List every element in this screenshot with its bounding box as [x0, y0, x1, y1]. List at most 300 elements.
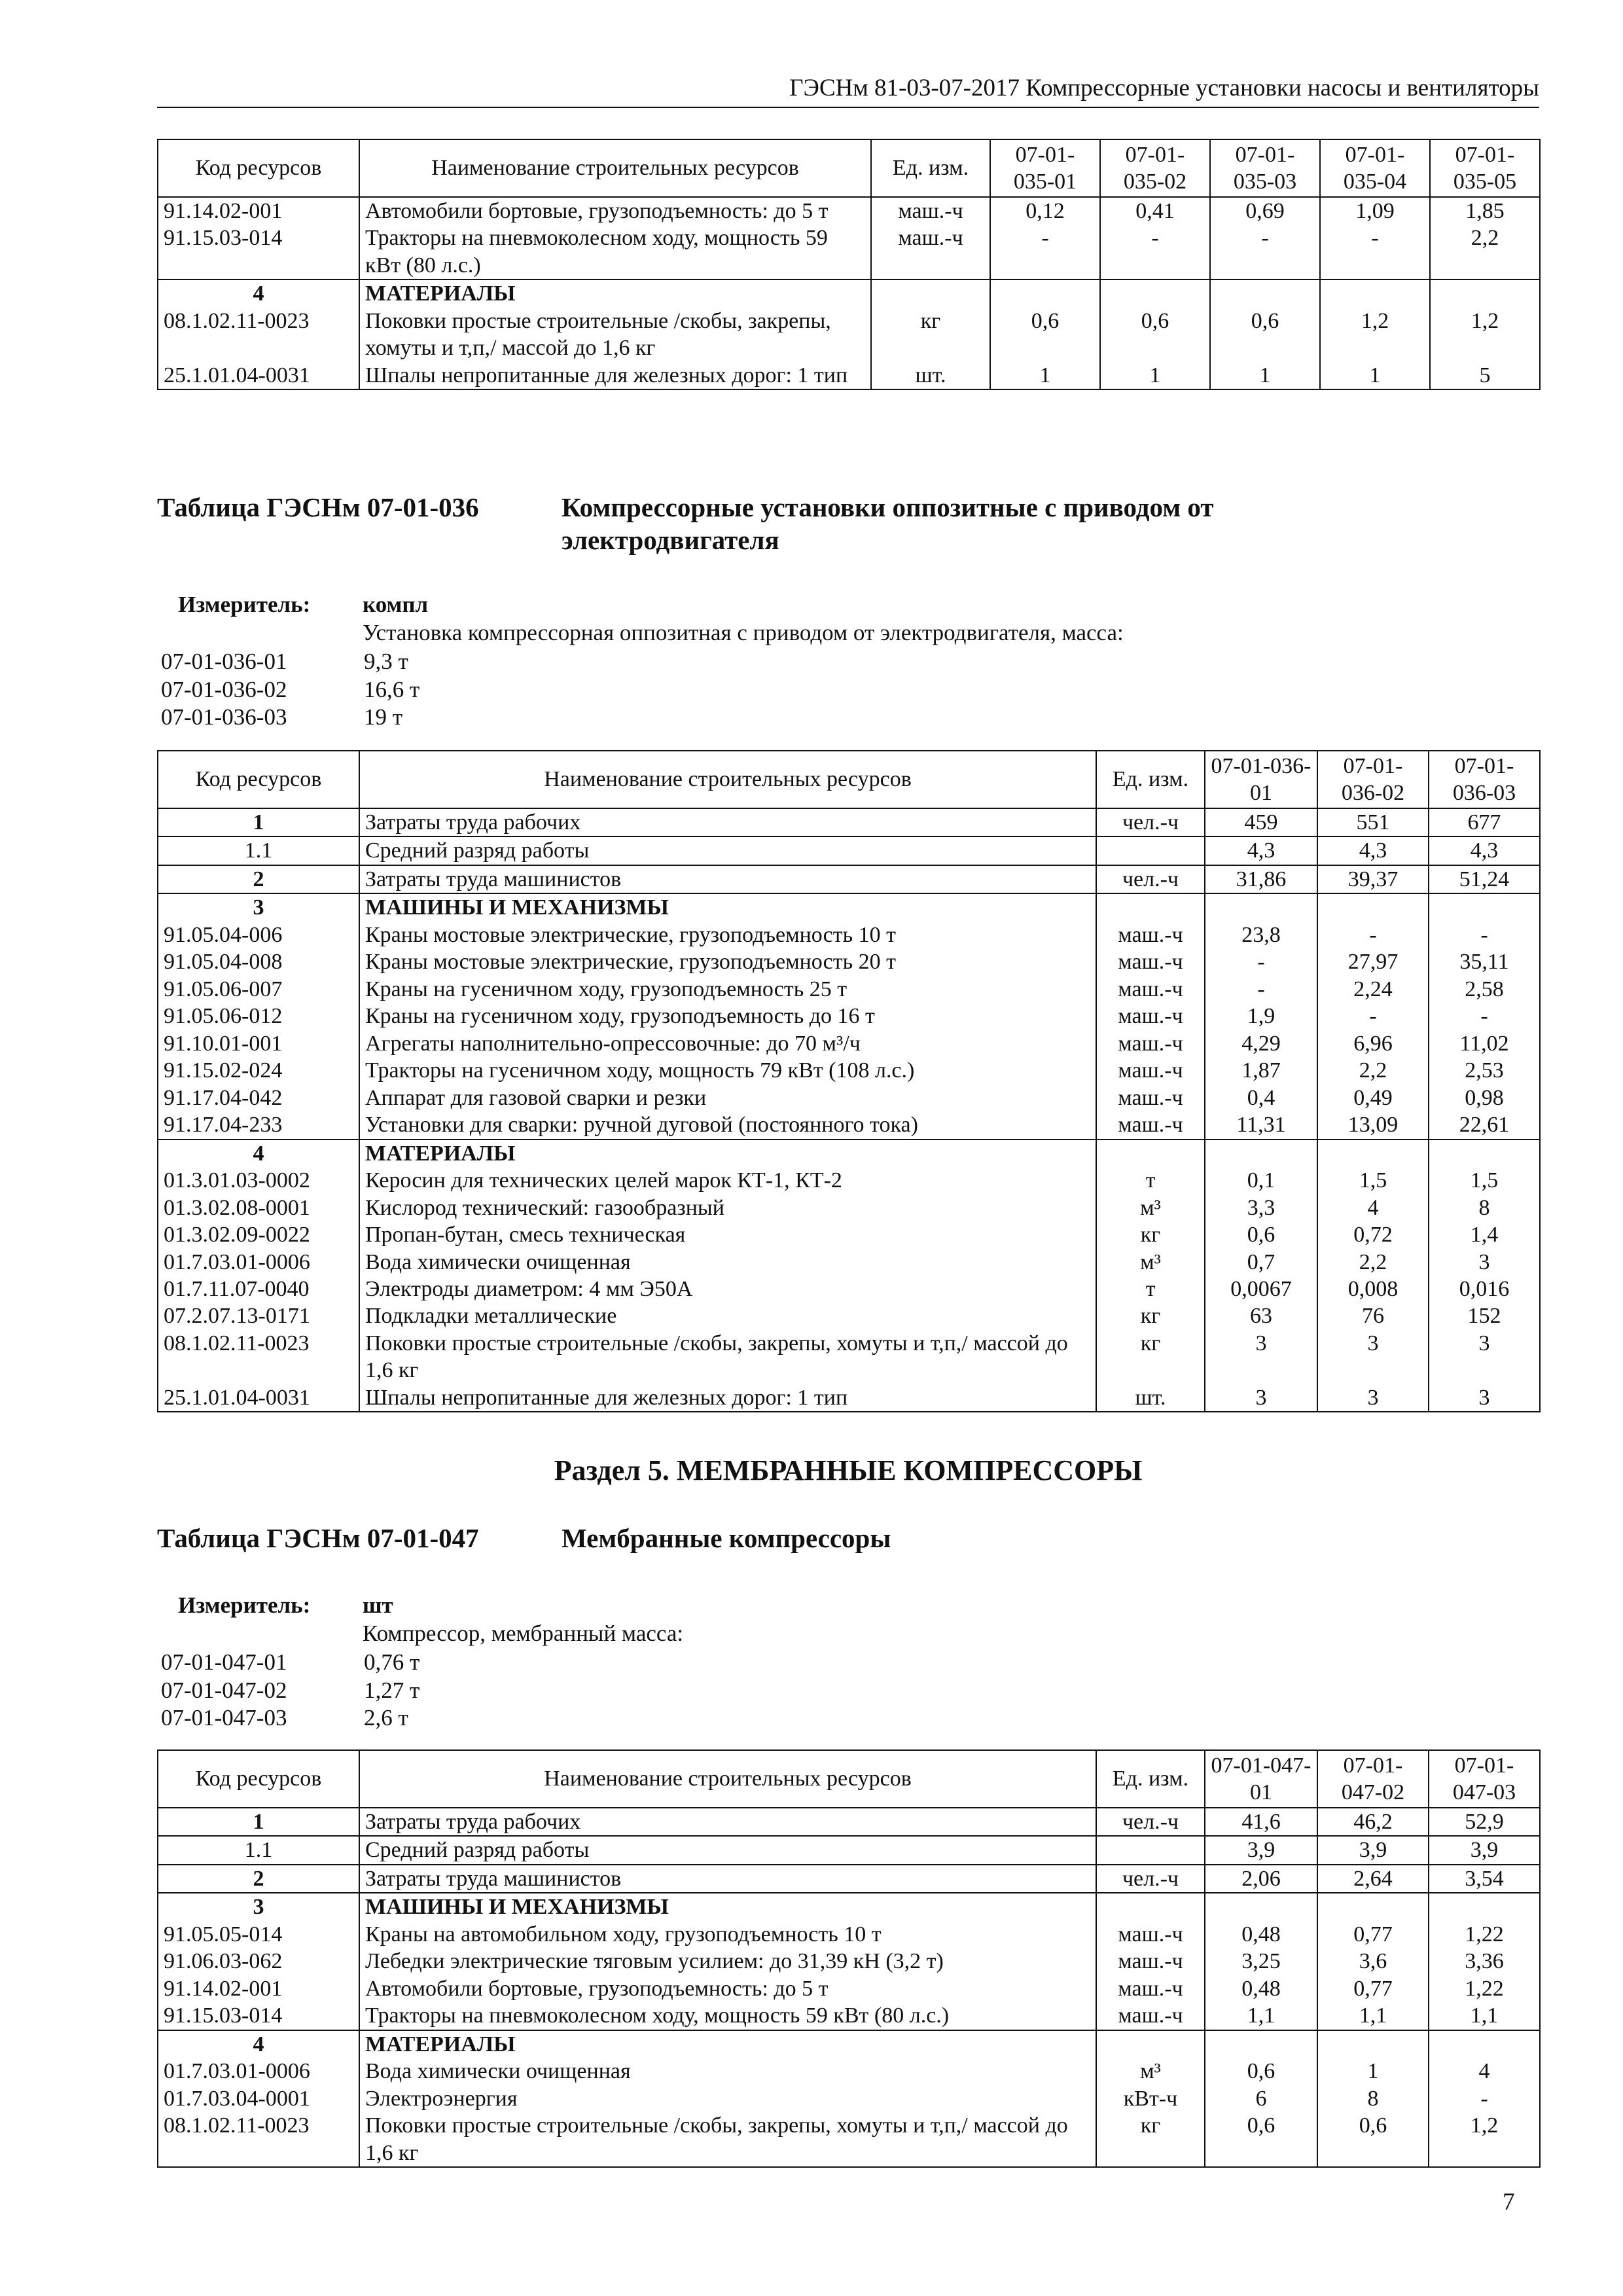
variant-code: 07-01-036-03 [161, 704, 287, 730]
variant-column-header: 07-01-036-02 [1317, 751, 1429, 808]
table-row [158, 1893, 1540, 1920]
table-row [158, 893, 1540, 921]
resource-code: 2 [158, 1865, 359, 1893]
column-header: Ед. изм. [871, 139, 990, 197]
resource-name: Автомобили бортовые, грузоподъемность: до 5 т [359, 1975, 1096, 2002]
resource-value: 3,54 [1429, 1865, 1540, 1893]
resource-name: МАШИНЫ И МЕХАНИЗМЫ [359, 1893, 1096, 1920]
resource-unit: кг [1096, 2112, 1205, 2167]
resource-value: 1,5 [1429, 1167, 1540, 1194]
resource-value: 3 [1205, 1384, 1317, 1412]
variant-column-header: 07-01-035-04 [1320, 139, 1430, 197]
resource-value: 0,6 [1205, 2112, 1317, 2167]
table-row [158, 1030, 1540, 1057]
variant-column-header: 07-01-036-01 [1205, 751, 1317, 808]
resource-code: 01.7.03.01-0006 [158, 2058, 359, 2085]
variant-mass: 0,76 т [364, 1649, 420, 1675]
variant-code: 07-01-047-01 [161, 1649, 287, 1675]
resource-name: Керосин для технических целей марок КТ-1, КТ-2 [359, 1167, 1096, 1194]
resource-unit: кг [1096, 1302, 1205, 1329]
variant-column-header: 07-01-047-02 [1317, 1750, 1429, 1808]
resource-value: 459 [1205, 808, 1317, 836]
resource-value: 0,12 [990, 197, 1100, 224]
resource-code: 01.3.02.08-0001 [158, 1194, 359, 1221]
resource-value: 4 [1429, 2058, 1540, 2085]
resource-value: 2,2 [1430, 224, 1540, 279]
resource-name: Агрегаты наполнительно-опрессовочные: до 70 м³/ч [359, 1030, 1096, 1057]
resource-code: 25.1.01.04-0031 [158, 362, 359, 389]
resource-unit: маш.-ч [1096, 1030, 1205, 1057]
resource-code: 01.7.03.04-0001 [158, 2085, 359, 2112]
resource-value: 3 [1205, 1330, 1317, 1384]
resource-value [1320, 279, 1430, 307]
variant-mass: 19 т [364, 704, 403, 730]
resource-unit: чел.-ч [1096, 865, 1205, 893]
resource-value: 8 [1429, 1194, 1540, 1221]
resource-code: 91.05.06-007 [158, 976, 359, 1003]
resource-value: - [1429, 922, 1540, 948]
resource-value [1317, 893, 1429, 921]
resource-value: 0,4 [1205, 1085, 1317, 1111]
variant-mass: 16,6 т [364, 676, 420, 702]
resource-unit: м³ [1096, 1249, 1205, 1276]
table-row [158, 1276, 1540, 1302]
resource-value: 5 [1430, 362, 1540, 389]
measure-desc-047: Компрессор, мембранный масса: [363, 1621, 684, 1646]
resource-value: 2,64 [1317, 1865, 1429, 1893]
resource-name: Лебедки электрические тяговым усилием: до 31,39 кН (3,2 т) [359, 1948, 1096, 1975]
resource-name: Краны на гусеничном ходу, грузоподъемность 25 т [359, 976, 1096, 1003]
measure-label-036: Измеритель: [178, 592, 311, 617]
column-header: Код ресурсов [158, 1750, 359, 1808]
resource-unit: кг [871, 308, 990, 362]
resource-value: 1,1 [1205, 2002, 1317, 2030]
table-row [158, 1085, 1540, 1111]
resource-value: - [1210, 224, 1320, 279]
resource-value: 39,37 [1317, 865, 1429, 893]
resource-unit: шт. [871, 362, 990, 389]
resource-name: Затраты труда машинистов [359, 1865, 1096, 1893]
resource-name: Краны на гусеничном ходу, грузоподъемность до 16 т [359, 1003, 1096, 1030]
resource-code: 08.1.02.11-0023 [158, 308, 359, 362]
resource-name: МАТЕРИАЛЫ [359, 2030, 1096, 2058]
resource-value: - [1317, 922, 1429, 948]
resource-unit [1096, 893, 1205, 921]
resource-code: 91.15.03-014 [158, 224, 359, 279]
resource-value: 1,85 [1430, 197, 1540, 224]
resource-unit [1096, 1836, 1205, 1864]
resource-code: 01.7.11.07-0040 [158, 1276, 359, 1302]
resource-value [990, 279, 1100, 307]
table-07-01-035 [157, 139, 1541, 390]
resource-code: 91.14.02-001 [158, 1975, 359, 2002]
variant-column-header: 07-01-035-03 [1210, 139, 1320, 197]
resource-name: МАТЕРИАЛЫ [359, 279, 871, 307]
resource-value: 0,98 [1429, 1085, 1540, 1111]
resource-unit: маш.-ч [1096, 1085, 1205, 1111]
table-07-01-036 [157, 750, 1541, 1412]
resource-value [1205, 2030, 1317, 2058]
resource-value: - [1429, 1003, 1540, 1030]
resource-value: 3,25 [1205, 1948, 1317, 1975]
table-row [158, 1194, 1540, 1221]
resource-unit: маш.-ч [1096, 1948, 1205, 1975]
table-row [158, 1921, 1540, 1948]
resource-value: 3,9 [1429, 1836, 1540, 1864]
resource-unit: чел.-ч [1096, 1808, 1205, 1836]
resource-name: Шпалы непропитанные для железных дорог: 1 тип [359, 1384, 1096, 1412]
resource-unit: чел.-ч [1096, 1865, 1205, 1893]
table-row [158, 836, 1540, 865]
resource-unit: маш.-ч [1096, 1975, 1205, 2002]
resource-value: 11,31 [1205, 1111, 1317, 1139]
table-row [158, 1003, 1540, 1030]
resource-name: Тракторы на пневмоколесном ходу, мощность 59 кВт (80 л.с.) [359, 2002, 1096, 2030]
resource-name: Краны мостовые электрические, грузоподъемность 20 т [359, 948, 1096, 975]
resource-value: 1,2 [1320, 308, 1430, 362]
resource-value: 1 [1100, 362, 1210, 389]
variant-column-header: 07-01-035-05 [1430, 139, 1540, 197]
measure-unit-036: компл [363, 592, 429, 617]
resource-value: 0,6 [1210, 308, 1320, 362]
resource-value: 1,22 [1429, 1975, 1540, 2002]
variant-item [161, 704, 419, 732]
page-number: 7 [1503, 2189, 1515, 2215]
variant-code: 07-01-047-03 [161, 1705, 287, 1731]
table-047-title: Мембранные компрессоры [562, 1523, 891, 1553]
variant-code: 07-01-036-01 [161, 649, 287, 674]
resource-unit: маш.-ч [1096, 1111, 1205, 1139]
table-row [158, 1948, 1540, 1975]
resource-value: 1,9 [1205, 1003, 1317, 1030]
resource-value: 1,4 [1429, 1221, 1540, 1248]
resource-name: Затраты труда рабочих [359, 808, 1096, 836]
variant-item [161, 1649, 419, 1677]
resource-code: 91.15.02-024 [158, 1057, 359, 1084]
resource-value: - [1429, 2085, 1540, 2112]
resource-code: 1.1 [158, 836, 359, 865]
resource-value: 3 [1429, 1249, 1540, 1276]
resource-code: 3 [158, 1893, 359, 1920]
column-header: Наименование строительных ресурсов [359, 751, 1096, 808]
variant-column-header: 07-01-047-03 [1429, 1750, 1540, 1808]
resource-value: 152 [1429, 1302, 1540, 1329]
resource-value: - [1100, 224, 1210, 279]
resource-unit: кг [1096, 1330, 1205, 1384]
resource-value: 6 [1205, 2085, 1317, 2112]
resource-value: 1,22 [1429, 1921, 1540, 1948]
resource-value: - [1205, 976, 1317, 1003]
resource-unit: кг [1096, 1221, 1205, 1248]
resource-value: 13,09 [1317, 1111, 1429, 1139]
resource-code: 91.15.03-014 [158, 2002, 359, 2030]
resource-name: Вода химически очищенная [359, 1249, 1096, 1276]
table-row [158, 948, 1540, 975]
resource-value: 3 [1317, 1384, 1429, 1412]
resource-value: 27,97 [1317, 948, 1429, 975]
resource-name: Поковки простые строительные /скобы, закрепы, хомуты и т,п,/ массой до 1,6 кг [359, 1330, 1096, 1384]
resource-value: 1,1 [1317, 2002, 1429, 2030]
resource-unit [871, 279, 990, 307]
variant-column-header: 07-01-035-02 [1100, 139, 1210, 197]
resource-name: Краны на автомобильном ходу, грузоподъемность 10 т [359, 1921, 1096, 1948]
resource-value: 3,9 [1317, 1836, 1429, 1864]
resource-value: 3,36 [1429, 1948, 1540, 1975]
resource-name: Кислород технический: газообразный [359, 1194, 1096, 1221]
resource-code: 91.05.05-014 [158, 1921, 359, 1948]
resource-value: 3 [1317, 1330, 1429, 1384]
resource-value: 2,53 [1429, 1057, 1540, 1084]
table-row [158, 1865, 1540, 1893]
resource-code: 91.05.04-008 [158, 948, 359, 975]
resource-code: 08.1.02.11-0023 [158, 2112, 359, 2167]
resource-value: 1 [1317, 2058, 1429, 2085]
resource-value [1205, 1139, 1317, 1167]
resource-code: 91.17.04-233 [158, 1111, 359, 1139]
resource-value: 0,72 [1317, 1221, 1429, 1248]
table-row [158, 1330, 1540, 1384]
resource-value: - [1205, 948, 1317, 975]
resource-value: 63 [1205, 1302, 1317, 1329]
variant-mass: 2,6 т [364, 1705, 408, 1731]
table-row [158, 224, 1540, 279]
column-header: Код ресурсов [158, 751, 359, 808]
resource-value: 2,58 [1429, 976, 1540, 1003]
resource-value: 41,6 [1205, 1808, 1317, 1836]
resource-value: 2,24 [1317, 976, 1429, 1003]
resource-value: 31,86 [1205, 865, 1317, 893]
resource-name: Средний разряд работы [359, 1836, 1096, 1864]
resource-value: 4,3 [1429, 836, 1540, 865]
resource-unit: маш.-ч [1096, 1057, 1205, 1084]
table-row [158, 279, 1540, 307]
resource-unit: маш.-ч [1096, 1921, 1205, 1948]
table-047-label: Таблица ГЭСНм 07-01-047 [157, 1523, 479, 1553]
resource-value [1429, 893, 1540, 921]
resource-name: Затраты труда рабочих [359, 1808, 1096, 1836]
variant-column-header: 07-01-036-03 [1429, 751, 1540, 808]
column-header: Ед. изм. [1096, 751, 1205, 808]
resource-code: 01.3.02.09-0022 [158, 1221, 359, 1248]
resource-value [1429, 1893, 1540, 1920]
resource-value: 52,9 [1429, 1808, 1540, 1836]
running-header: ГЭСНм 81-03-07-2017 Компрессорные установки насосы и вентиляторы [157, 73, 1539, 108]
resource-value: 3,6 [1317, 1948, 1429, 1975]
resource-name: Подкладки металлические [359, 1302, 1096, 1329]
resource-name: Тракторы на гусеничном ходу, мощность 79 кВт (108 л.с.) [359, 1057, 1096, 1084]
resource-name: Шпалы непропитанные для железных дорог: 1 тип [359, 362, 871, 389]
resource-code: 2 [158, 865, 359, 893]
resource-unit: т [1096, 1276, 1205, 1302]
resource-unit: м³ [1096, 1194, 1205, 1221]
resource-name: Вода химически очищенная [359, 2058, 1096, 2085]
table-row [158, 1975, 1540, 2002]
table-07-01-047 [157, 1749, 1541, 2168]
resource-value: 0,6 [1205, 1221, 1317, 1248]
table-row [158, 197, 1540, 224]
resource-name: Тракторы на пневмоколесном ходу, мощность 59 кВт (80 л.с.) [359, 224, 871, 279]
resource-unit [1096, 1139, 1205, 1167]
table-row [158, 362, 1540, 389]
resource-value: 0,48 [1205, 1975, 1317, 2002]
resource-unit: чел.-ч [1096, 808, 1205, 836]
table-036-label: Таблица ГЭСНм 07-01-036 [157, 492, 479, 522]
resource-name: Затраты труда машинистов [359, 865, 1096, 893]
resource-code: 91.05.04-006 [158, 922, 359, 948]
resource-code: 01.3.01.03-0002 [158, 1167, 359, 1194]
resource-value [1205, 893, 1317, 921]
resource-code: 07.2.07.13-0171 [158, 1302, 359, 1329]
resource-value: 0,77 [1317, 1921, 1429, 1948]
resource-name: МАТЕРИАЛЫ [359, 1139, 1096, 1167]
resource-value [1205, 1893, 1317, 1920]
resource-value: 0,6 [990, 308, 1100, 362]
variant-column-header: 07-01-035-01 [990, 139, 1100, 197]
resource-value: 4 [1317, 1194, 1429, 1221]
resource-value: 1 [1210, 362, 1320, 389]
resource-value: 0,6 [1100, 308, 1210, 362]
column-header: Ед. изм. [1096, 1750, 1205, 1808]
resource-name: Установки для сварки: ручной дуговой (постоянного тока) [359, 1111, 1096, 1139]
resource-value: 1,09 [1320, 197, 1430, 224]
resource-value [1429, 1139, 1540, 1167]
resource-value: 1,87 [1205, 1057, 1317, 1084]
resource-value: 677 [1429, 808, 1540, 836]
resource-value [1100, 279, 1210, 307]
resource-value: 0,0067 [1205, 1276, 1317, 1302]
resource-value: 8 [1317, 2085, 1429, 2112]
table-row [158, 2030, 1540, 2058]
table-row [158, 1249, 1540, 1276]
resource-value: - [990, 224, 1100, 279]
measure-unit-047: шт [363, 1592, 393, 1618]
table-row [158, 2112, 1540, 2167]
variant-code: 07-01-036-02 [161, 676, 287, 702]
resource-name: Аппарат для газовой сварки и резки [359, 1085, 1096, 1111]
variant-mass: 1,27 т [364, 1677, 420, 1703]
column-header: Код ресурсов [158, 139, 359, 197]
resource-value: 0,008 [1317, 1276, 1429, 1302]
column-header: Наименование строительных ресурсов [359, 139, 871, 197]
resource-value: 2,06 [1205, 1865, 1317, 1893]
section-5-heading: Раздел 5. МЕМБРАННЫЕ КОМПРЕССОРЫ [554, 1454, 1143, 1486]
resource-name: Пропан-бутан, смесь техническая [359, 1221, 1096, 1248]
resource-value: 11,02 [1429, 1030, 1540, 1057]
resource-value: 3,9 [1205, 1836, 1317, 1864]
resource-value: - [1317, 1003, 1429, 1030]
resource-name: Электроэнергия [359, 2085, 1096, 2112]
resource-value [1317, 1139, 1429, 1167]
resource-value: - [1320, 224, 1430, 279]
variant-item [161, 676, 419, 704]
resource-value [1210, 279, 1320, 307]
resource-value: 0,016 [1429, 1276, 1540, 1302]
resource-unit: маш.-ч [1096, 948, 1205, 975]
resource-value: 3 [1429, 1330, 1540, 1384]
resource-code: 91.17.04-042 [158, 1085, 359, 1111]
variant-column-header: 07-01-047-01 [1205, 1750, 1317, 1808]
resource-code: 3 [158, 893, 359, 921]
resource-value: 3 [1429, 1384, 1540, 1412]
table-row [158, 1808, 1540, 1836]
resource-unit: маш.-ч [1096, 976, 1205, 1003]
resource-value: 3,3 [1205, 1194, 1317, 1221]
resource-value: 4,3 [1317, 836, 1429, 865]
resource-value: 0,7 [1205, 1249, 1317, 1276]
resource-code: 01.7.03.01-0006 [158, 1249, 359, 1276]
resource-code: 4 [158, 2030, 359, 2058]
resource-value: 76 [1317, 1302, 1429, 1329]
table-row [158, 808, 1540, 836]
resource-name: Поковки простые строительные /скобы, закрепы, хомуты и т,п,/ массой до 1,6 кг [359, 2112, 1096, 2167]
resource-code: 91.10.01-001 [158, 1030, 359, 1057]
resource-value: 0,1 [1205, 1167, 1317, 1194]
table-row [158, 1836, 1540, 1864]
resource-value: 0,69 [1210, 197, 1320, 224]
resource-value: 1,1 [1429, 2002, 1540, 2030]
variant-list-047 [161, 1649, 419, 1732]
resource-unit: маш.-ч [1096, 2002, 1205, 2030]
resource-name: Электроды диаметром: 4 мм Э50А [359, 1276, 1096, 1302]
resource-unit [1096, 836, 1205, 865]
resource-name: Краны мостовые электрические, грузоподъемность 10 т [359, 922, 1096, 948]
table-row [158, 2085, 1540, 2112]
variant-item [161, 1677, 419, 1705]
resource-code: 91.05.06-012 [158, 1003, 359, 1030]
resource-value: 51,24 [1429, 865, 1540, 893]
measure-desc-036: Установка компрессорная оппозитная с приводом от электродвигателя, масса: [363, 620, 1124, 645]
resource-value: 551 [1317, 808, 1429, 836]
resource-value: 0,48 [1205, 1921, 1317, 1948]
variant-mass: 9,3 т [364, 649, 408, 674]
resource-code: 08.1.02.11-0023 [158, 1330, 359, 1384]
resource-value: 0,77 [1317, 1975, 1429, 2002]
table-row [158, 2002, 1540, 2030]
resource-code: 91.06.03-062 [158, 1948, 359, 1975]
resource-value: 23,8 [1205, 922, 1317, 948]
resource-value: 1,5 [1317, 1167, 1429, 1194]
resource-code: 1.1 [158, 1836, 359, 1864]
resource-value: 2,2 [1317, 1057, 1429, 1084]
table-row [158, 1167, 1540, 1194]
resource-code: 1 [158, 1808, 359, 1836]
resource-unit: маш.-ч [871, 197, 990, 224]
resource-code: 4 [158, 1139, 359, 1167]
resource-value: 0,49 [1317, 1085, 1429, 1111]
resource-code: 4 [158, 279, 359, 307]
resource-value: 6,96 [1317, 1030, 1429, 1057]
resource-value: 4,29 [1205, 1030, 1317, 1057]
resource-unit: маш.-ч [871, 224, 990, 279]
table-row [158, 976, 1540, 1003]
resource-value [1317, 1893, 1429, 1920]
resource-value: 0,6 [1205, 2058, 1317, 2085]
resource-unit: маш.-ч [1096, 1003, 1205, 1030]
table-036-title: Компрессорные установки оппозитные с приводом от электродвигателя [562, 492, 1214, 556]
table-row [158, 922, 1540, 948]
table-row [158, 865, 1540, 893]
resource-code: 1 [158, 808, 359, 836]
resource-value: 1 [1320, 362, 1430, 389]
resource-value [1430, 279, 1540, 307]
resource-value: 1 [990, 362, 1100, 389]
variant-item [161, 1704, 419, 1732]
resource-unit: маш.-ч [1096, 922, 1205, 948]
column-header: Наименование строительных ресурсов [359, 1750, 1096, 1808]
resource-value: 46,2 [1317, 1808, 1429, 1836]
table-row [158, 1221, 1540, 1248]
measure-label-047: Измеритель: [178, 1592, 311, 1618]
